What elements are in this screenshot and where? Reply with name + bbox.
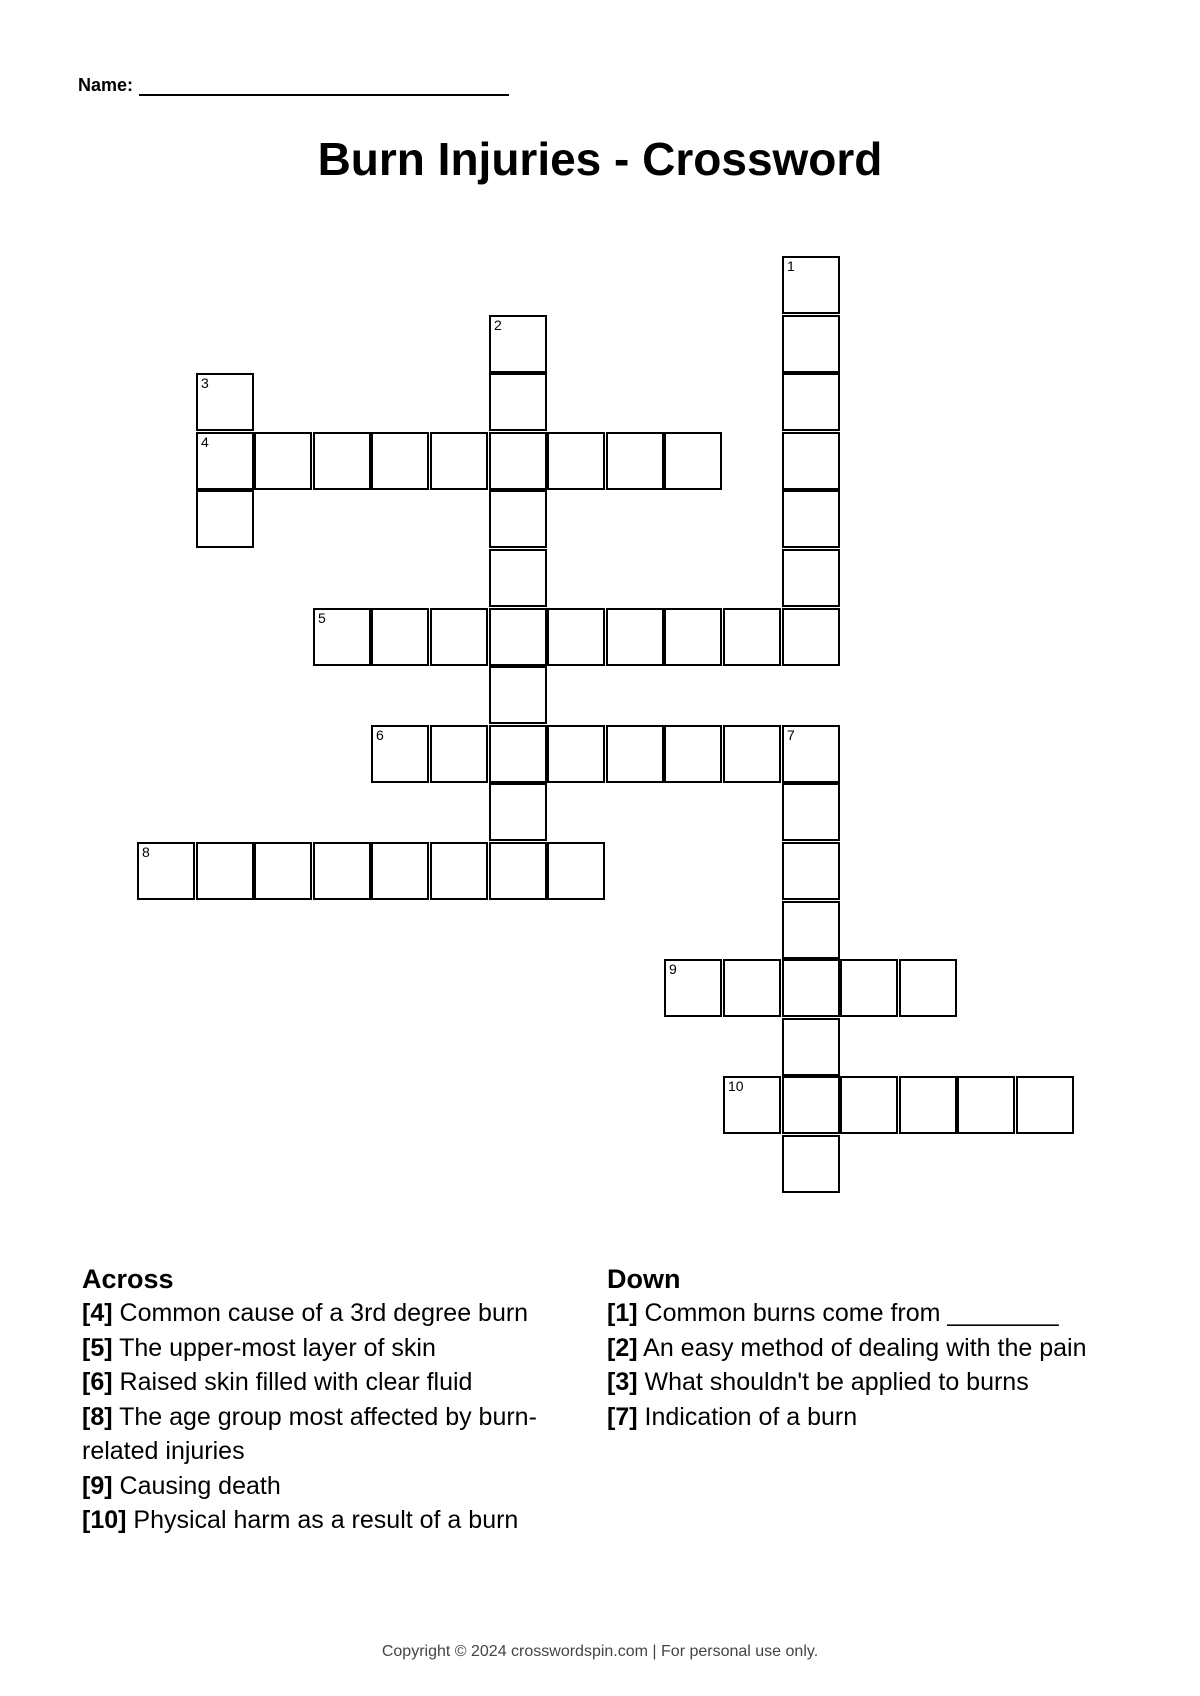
across-clues <box>82 1262 602 1538</box>
clue-number-label: 3 <box>201 375 209 391</box>
clue-number: [6] <box>82 1368 113 1396</box>
down-clue <box>607 1400 1107 1435</box>
clue-number: [1] <box>607 1299 638 1327</box>
grid-cell[interactable] <box>723 608 781 666</box>
grid-cell[interactable] <box>371 432 429 490</box>
clue-number-label: 8 <box>142 844 150 860</box>
across-clue <box>82 1331 602 1366</box>
grid-cell[interactable] <box>782 608 840 666</box>
clue-number: [4] <box>82 1299 113 1327</box>
across-clue <box>82 1469 602 1504</box>
grid-cell[interactable] <box>489 666 547 724</box>
grid-cell[interactable] <box>196 373 254 431</box>
grid-cell[interactable] <box>782 725 840 783</box>
grid-cell[interactable] <box>723 1076 781 1134</box>
grid-cell[interactable] <box>664 959 722 1017</box>
grid-cell[interactable] <box>723 725 781 783</box>
grid-cell[interactable] <box>430 842 488 900</box>
clue-number-label: 4 <box>201 434 209 450</box>
grid-cell[interactable] <box>782 432 840 490</box>
down-clue-list <box>607 1296 1107 1434</box>
clue-number-label: 10 <box>728 1078 744 1094</box>
copyright-footer: Copyright © 2024 crosswordspin.com | For personal use only. <box>381 1643 819 1660</box>
grid-cell[interactable] <box>782 490 840 548</box>
grid-cell[interactable] <box>313 432 371 490</box>
across-clue <box>82 1503 602 1538</box>
grid-cell[interactable] <box>196 490 254 548</box>
grid-cell[interactable] <box>430 725 488 783</box>
clue-text: The upper-most layer of skin <box>119 1333 436 1362</box>
grid-cell[interactable] <box>313 608 371 666</box>
grid-cell[interactable] <box>899 1076 957 1134</box>
down-clue <box>607 1365 1107 1400</box>
grid-cell[interactable] <box>840 1076 898 1134</box>
grid-cell[interactable] <box>782 549 840 607</box>
grid-cell[interactable] <box>196 842 254 900</box>
clue-text: An easy method of dealing with the pain <box>643 1333 1087 1362</box>
clue-text: Indication of a burn <box>644 1402 858 1431</box>
grid-cell[interactable] <box>430 432 488 490</box>
across-clue <box>82 1365 602 1400</box>
grid-cell[interactable] <box>489 315 547 373</box>
clue-number: [8] <box>82 1402 113 1431</box>
grid-cell[interactable] <box>782 842 840 900</box>
grid-cell[interactable] <box>606 725 664 783</box>
grid-cell[interactable] <box>489 373 547 431</box>
clue-number-label: 9 <box>669 961 677 977</box>
grid-cell[interactable] <box>664 432 722 490</box>
down-clues <box>607 1262 1107 1434</box>
clue-text: Common burns come from ________ <box>644 1299 1059 1327</box>
grid-cell[interactable] <box>489 490 547 548</box>
down-clue <box>607 1331 1107 1366</box>
clue-text: Causing death <box>119 1471 281 1500</box>
grid-cell[interactable] <box>782 959 840 1017</box>
across-heading: Across <box>82 1264 174 1294</box>
clue-number-label: 7 <box>787 727 795 743</box>
clue-text: What shouldn't be applied to burns <box>644 1368 1029 1396</box>
grid-cell[interactable] <box>664 608 722 666</box>
grid-cell[interactable] <box>430 608 488 666</box>
grid-cell[interactable] <box>1016 1076 1074 1134</box>
clue-number-label: 2 <box>494 317 502 333</box>
grid-cell[interactable] <box>782 1076 840 1134</box>
grid-cell[interactable] <box>489 432 547 490</box>
grid-cell[interactable] <box>840 959 898 1017</box>
grid-cell[interactable] <box>606 432 664 490</box>
grid-cell[interactable] <box>547 608 605 666</box>
clue-number: [2] <box>607 1333 638 1362</box>
grid-cell[interactable] <box>782 1135 840 1193</box>
grid-cell[interactable] <box>782 901 840 959</box>
grid-cell[interactable] <box>606 608 664 666</box>
grid-cell[interactable] <box>899 959 957 1017</box>
grid-cell[interactable] <box>547 432 605 490</box>
grid-cell[interactable] <box>664 725 722 783</box>
clue-text: Physical harm as a result of a burn <box>133 1506 519 1534</box>
grid-cell[interactable] <box>489 842 547 900</box>
page-title: Burn Injuries - Crossword <box>317 133 883 185</box>
grid-cell[interactable] <box>782 1018 840 1076</box>
grid-cell[interactable] <box>196 432 254 490</box>
across-clue <box>82 1400 602 1469</box>
grid-cell[interactable] <box>489 608 547 666</box>
clue-number: [9] <box>82 1471 113 1500</box>
clue-text: Common cause of a 3rd degree burn <box>119 1299 529 1327</box>
down-heading: Down <box>607 1264 681 1294</box>
clue-number-label: 5 <box>318 610 326 626</box>
grid-cell[interactable] <box>371 608 429 666</box>
grid-cell[interactable] <box>723 959 781 1017</box>
grid-cell[interactable] <box>137 842 195 900</box>
down-clue <box>607 1296 1107 1331</box>
grid-cell[interactable] <box>957 1076 1015 1134</box>
grid-cell[interactable] <box>489 725 547 783</box>
grid-cell[interactable] <box>782 256 840 314</box>
across-clue-list <box>82 1296 602 1538</box>
clue-number-label: 6 <box>376 727 384 743</box>
clue-text: The age group most affected by burn-related injuries <box>82 1402 537 1465</box>
grid-cell[interactable] <box>547 842 605 900</box>
grid-cell[interactable] <box>371 725 429 783</box>
grid-cell[interactable] <box>371 842 429 900</box>
grid-cell[interactable] <box>489 549 547 607</box>
across-clue <box>82 1296 602 1331</box>
clue-number-label: 1 <box>787 258 795 274</box>
grid-cell[interactable] <box>489 783 547 841</box>
grid-cell[interactable] <box>782 783 840 841</box>
grid-cell[interactable] <box>782 315 840 373</box>
grid-cell[interactable] <box>782 373 840 431</box>
grid-cell[interactable] <box>254 432 312 490</box>
name-label: Name: <box>78 75 134 95</box>
clue-number: [5] <box>82 1333 113 1362</box>
clue-text: Raised skin filled with clear fluid <box>119 1368 473 1396</box>
clue-number: [7] <box>607 1402 638 1431</box>
grid-cell[interactable] <box>547 725 605 783</box>
grid-cell[interactable] <box>254 842 312 900</box>
clue-number: [3] <box>607 1368 638 1396</box>
grid-cell[interactable] <box>313 842 371 900</box>
clue-number: [10] <box>82 1506 127 1534</box>
